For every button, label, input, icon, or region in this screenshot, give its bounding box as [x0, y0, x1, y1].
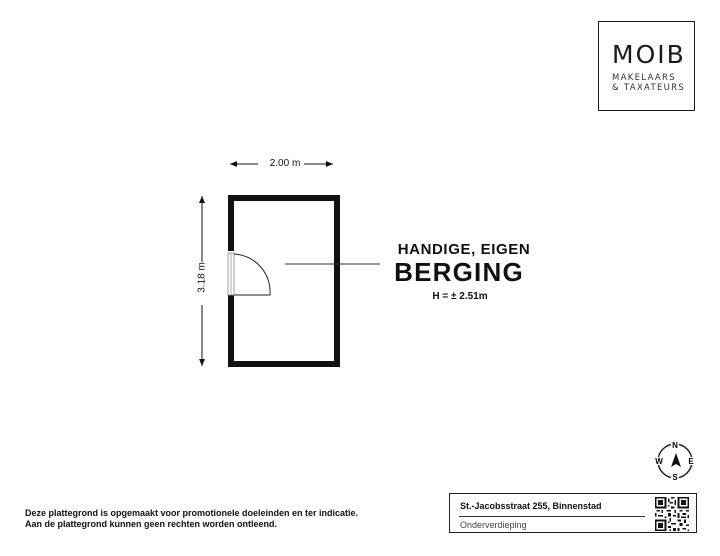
room-height-label: H = ± 2.51m: [432, 291, 488, 302]
compass-south: S: [672, 473, 678, 482]
room-label-line2: BERGING: [394, 257, 524, 287]
info-divider: [459, 516, 645, 517]
room-walls: [231, 198, 337, 364]
qr-code-icon: [655, 497, 689, 531]
compass-west: W: [655, 457, 663, 466]
floor-name: Onderverdieping: [460, 520, 527, 530]
disclaimer: [25, 508, 405, 530]
logo-name: MOIB: [612, 40, 686, 69]
property-info-box: [449, 493, 697, 533]
height-dimension-label: 3.18 m: [196, 262, 208, 293]
disclaimer-line1: Deze plattegrond is opgemaakt voor promotionele doeleinden en ter indicatie.: [25, 508, 359, 518]
compass-icon: [650, 436, 700, 486]
room-label-line1: HANDIGE, EIGEN: [397, 241, 531, 258]
compass-east: E: [688, 457, 694, 466]
disclaimer-line2: Aan de plattegrond kunnen geen rechten worden ontleend.: [25, 519, 278, 529]
door: [228, 253, 270, 295]
logo-tagline-line2: & TAXATEURS: [612, 83, 686, 93]
property-address: St.-Jacobsstraat 255, Binnenstad: [460, 501, 602, 511]
logo-tagline-line1: MAKELAARS: [612, 73, 676, 83]
width-dimension-label: 2.00 m: [269, 158, 301, 169]
compass-north: N: [672, 441, 678, 450]
